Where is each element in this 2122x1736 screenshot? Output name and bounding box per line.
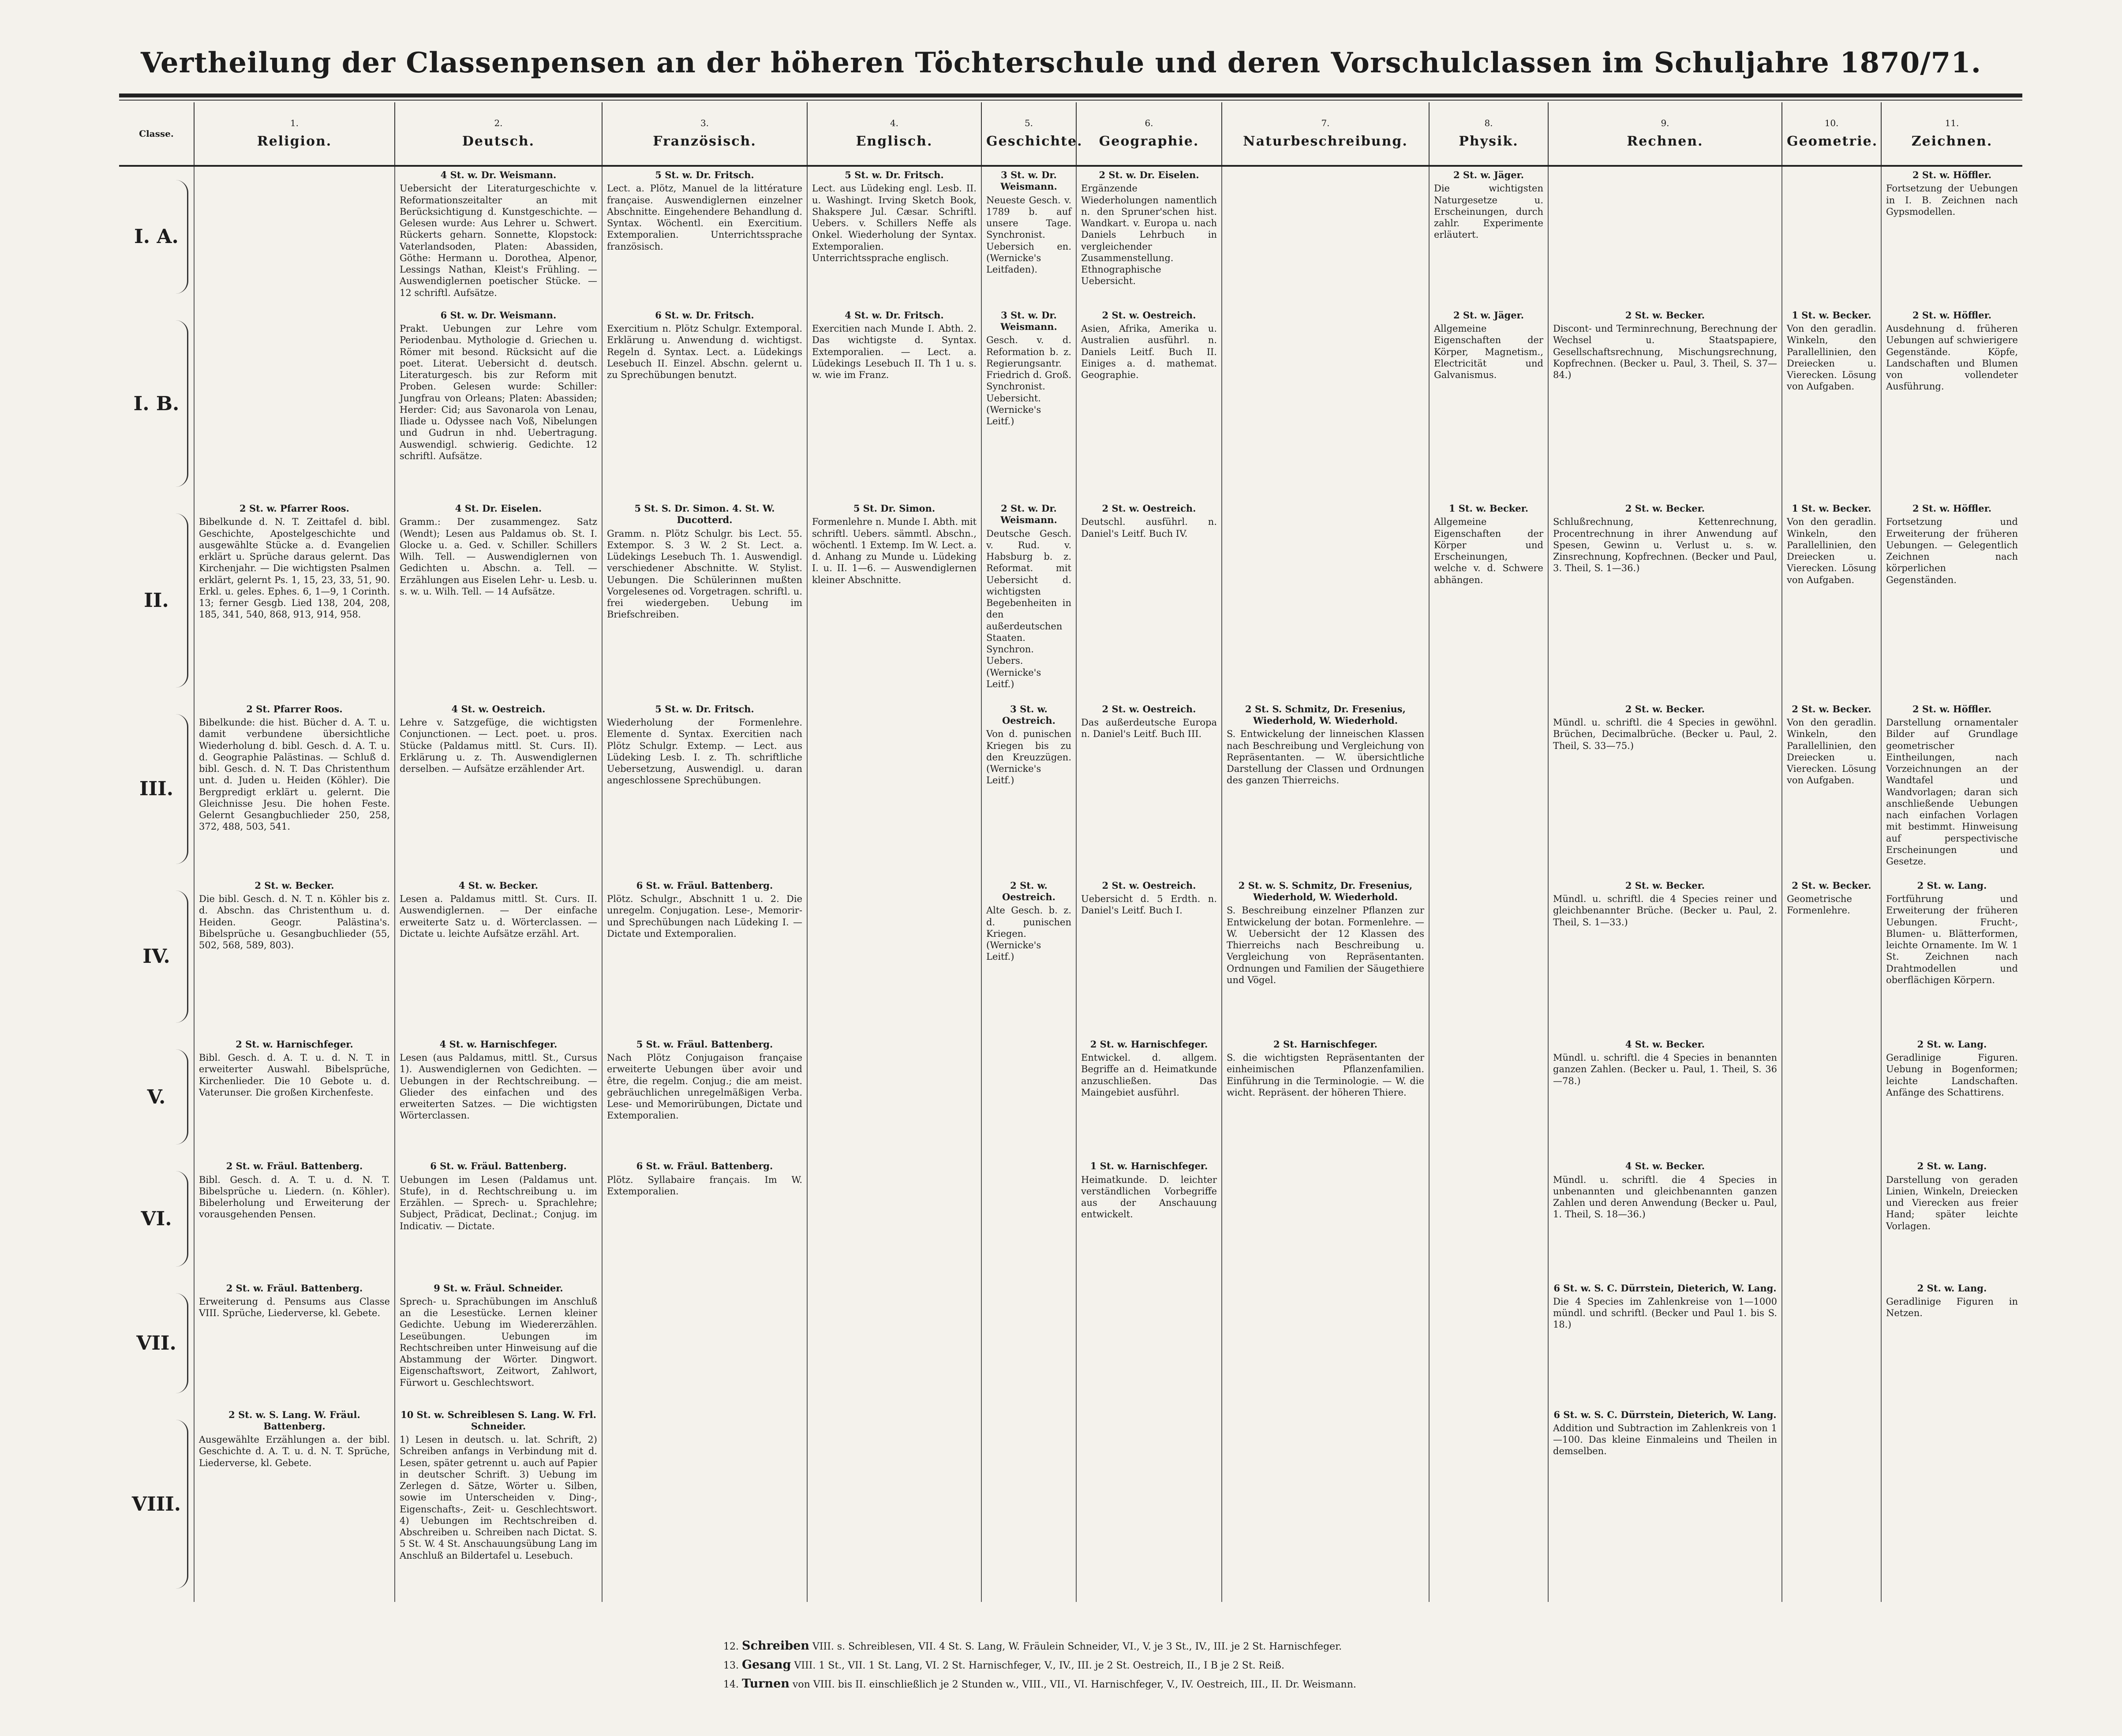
subject-cell — [1429, 166, 1548, 307]
curriculum-text: Von den geradlin. Winkeln, den Parallellinien, den Dreiecken u. Vierecken. Lösung von Aufgaben. — [1787, 717, 1876, 786]
subject-cell — [1782, 1407, 1881, 1602]
curriculum-text: S. Entwickelung der linneischen Klassen nach Beschreibung und Vergleichung von Repräsentanten. — W. übersichtliche Darstellung der Classen und Ordnungen des ganzen Thierreichs. — [1227, 729, 1424, 786]
curriculum-table — [119, 102, 2022, 1602]
class-label-text: V. — [147, 1085, 166, 1108]
subject-cell — [1222, 1158, 1429, 1280]
class-label-text: II. — [144, 589, 169, 612]
curriculum-text: Die wichtigsten Naturgesetze u. Erscheinungen, durch zahlr. Experimente erläutert. — [1434, 183, 1543, 240]
subject-cell — [981, 1036, 1076, 1158]
curriculum-text: Entwickel. d. allgem. Begriffe an d. Heimatkunde anzuschließen. Das Maingebiet ausführl. — [1081, 1052, 1217, 1098]
class-row — [119, 1407, 2022, 1602]
subject-cell — [807, 701, 981, 877]
teacher-hours: 2 St. Pfarrer Roos. — [246, 703, 343, 715]
subject-cell — [1881, 701, 2022, 877]
curriculum-text: S. die wichtigsten Repräsentanten der einheimischen Pflanzenfamilien. Einführung in die Terminologie. — W. die wicht. Repräsent. der höheren Thiere. — [1227, 1052, 1424, 1098]
teacher-hours: 4 St. w. Becker. — [458, 879, 539, 891]
brace-mark — [176, 1049, 188, 1145]
subject-cell — [1548, 1158, 1782, 1280]
page-title: Vertheilung der Classenpensen an der höheren Töchterschule und deren Vorschulclassen im Schuljahre 1870/71. — [141, 46, 1981, 79]
teacher-hours: 10 St. w. Schreiblesen S. Lang. W. Frl. Schneider. — [400, 1409, 596, 1432]
subject-cell — [1076, 1407, 1222, 1602]
class-row — [119, 701, 2022, 877]
subject-cell — [1548, 307, 1782, 500]
class-label — [119, 877, 194, 1036]
curriculum-text: Plötz. Syllabaire français. Im W. Extemporalien. — [607, 1174, 802, 1197]
teacher-hours: 5 St. w. Fräul. Battenberg. — [636, 1038, 773, 1050]
subject-cell — [1429, 307, 1548, 500]
curriculum-text: Ergänzende Wiederholungen namentlich n. den Spruner'schen hist. Wandkart. v. Europa u. nach Daniels Lehrbuch in vergleichender Zusammenstellung. Ethnographische Uebersicht. — [1081, 183, 1217, 287]
teacher-hours: 3 St. w. Dr. Weismann. — [1000, 309, 1057, 333]
curriculum-text: Das außerdeutsche Europa n. Daniel's Leitf. Buch III. — [1081, 717, 1217, 740]
curriculum-text: Prakt. Uebungen zur Lehre vom Periodenbau. Mythologie d. Griechen u. Römer mit besond. Rücksicht auf die poet. Literat. Uebersicht d. deutsch. Literaturgesch. bis zur Reform mit Proben. Gelesen wurde: Schiller: Jungfrau von Orleans; Platen: Abassiden; Herder: Cid; aus Savonarola von Lenau, Iliade u. Odyssee nach Voß, Nibelungen und Gudrun in nhd. Uebertragung. Auswendigl. schwierig. Gedichte. 12 schriftl. Aufsätze. — [400, 323, 597, 461]
teacher-hours: 2 St. S. Schmitz, Dr. Fresenius, Wiederhold, W. Wiederhold. — [1245, 703, 1406, 726]
teacher-hours: 2 St. w. Lang. — [1917, 1160, 1987, 1172]
teacher-hours: 9 St. w. Fräul. Schneider. — [434, 1282, 563, 1294]
subject-cell — [981, 701, 1076, 877]
teacher-hours: 5 St. S. Dr. Simon. 4. St. W. Ducotterd. — [634, 503, 775, 526]
teacher-hours: 2 St. w. Lang. — [1917, 1282, 1987, 1294]
subject-cell — [1076, 701, 1222, 877]
teacher-hours: 2 St. w. Oestreich. — [1002, 879, 1055, 903]
teacher-hours: 2 St. w. Fräul. Battenberg. — [226, 1160, 363, 1172]
subject-cell — [1782, 877, 1881, 1036]
subject-cell — [981, 1407, 1076, 1602]
teacher-hours: 4 St. Dr. Eiselen. — [455, 503, 542, 514]
brace-mark — [176, 320, 188, 487]
curriculum-text: Exercitien nach Munde I. Abth. 2. Das wichtigste d. Syntax. Extemporalien. — Lect. a. Lüdekings Lesebuch II. Th 1 u. s. w. wie im Franz. — [812, 323, 977, 381]
teacher-hours: 4 St. w. Harnischfeger. — [439, 1038, 558, 1050]
subject-cell — [395, 877, 602, 1036]
subject-cell — [194, 1036, 395, 1158]
curriculum-text: Von den geradlin. Winkeln, den Parallellinien, den Dreiecken u. Vierecken. Lösung von Aufgaben. — [1787, 516, 1876, 585]
teacher-hours: 6 St. w. Dr. Weismann. — [440, 309, 557, 321]
subject-cell — [602, 1036, 807, 1158]
curriculum-text: Mündl. u. schriftl. die 4 Species in unbenannten und gleichbenannten ganzen Zahlen und deren Anwendung (Becker u. Paul, 1. Theil, S. 18—36.) — [1553, 1174, 1777, 1220]
curriculum-text: Heimatkunde. D. leichter verständlichen Vorbegriffe aus der Anschauung entwickelt. — [1081, 1174, 1217, 1220]
curriculum-text: Die bibl. Gesch. d. N. T. n. Köhler bis z. d. Abschn. das Christenthum u. d. Heiden. Geogr. Palästina's. Bibelsprüche u. Gesangbuchlieder (55, 502, 568, 589, 803). — [199, 894, 390, 951]
footnote-line — [723, 1655, 1606, 1674]
subject-cell — [1429, 701, 1548, 877]
subject-cell — [1881, 877, 2022, 1036]
curriculum-text: Formenlehre n. Munde I. Abth. mit schriftl. Uebers. sämmtl. Abschn., wöchentl. 1 Extemp. Im W. Lect. a. d. Anhang zu Munde u. Lüdeking I. u. II. 1—6. — Auswendiglernen kleiner Abschnitte. — [812, 516, 977, 585]
subject-cell — [194, 307, 395, 500]
subject-cell — [1076, 1036, 1222, 1158]
curriculum-text: Lesen a. Paldamus mittl. St. Curs. II. Auswendiglernen. — Der einfache erweiterte Satz u. d. Wörterclassen. — Dictate u. leichte Aufsätze erzähl. Art. — [400, 894, 597, 939]
class-label — [119, 307, 194, 500]
footnote-text: von VIII. bis II. einschließlich je 2 Stunden w., VIII., VII., VI. Harnischfeger, V., IV. Oestreich, III., II. Dr. Weismann. — [792, 1679, 1356, 1691]
subject-cell — [1881, 1158, 2022, 1280]
footnote-num: 14. — [723, 1679, 739, 1691]
column-header-religion: 1. Religion. — [194, 102, 395, 166]
subject-cell — [1881, 1036, 2022, 1158]
subject-cell — [1782, 1158, 1881, 1280]
curriculum-text: Wiederholung der Formenlehre. Elemente d. Syntax. Exercitien nach Plötz Schulgr. Extemp. — Lect. aus Lüdeking Lesb. I. z. Th. schriftliche Uebersetzung, Auswendigl. u. daran angeschlossene Sprechübungen. — [607, 717, 802, 786]
teacher-hours: 2 St. w. Dr. Eiselen. — [1099, 169, 1199, 180]
curriculum-text: Bibelkunde: die hist. Bücher d. A. T. u. damit verbundene übersichtliche Wiederholung d. bibl. Gesch. d. A. T. u. d. Geographie Palästinas. — Schluß d. bibl. Gesch. d. N. T. Das Christenthum unt. d. Juden u. Heiden (Köhler). Die Bergpredigt erklärt u. gelernt. Die Gleichnisse Jesu. Die hohen Feste. Gelernt Gesangbuchlieder 250, 258, 372, 488, 503, 541. — [199, 717, 390, 832]
curriculum-text: Die 4 Species im Zahlenkreise von 1—1000 mündl. und schriftl. (Becker und Paul 1. bis S. 18.) — [1553, 1296, 1777, 1330]
class-label — [119, 1407, 194, 1602]
curriculum-text: Alte Gesch. b. z. d. punischen Kriegen. (Wernicke's Leitf.) — [986, 905, 1071, 962]
column-header-naturbeschreibung: 7. Naturbeschreibung. — [1222, 102, 1429, 166]
class-row — [119, 1036, 2022, 1158]
table-body — [119, 166, 2022, 1602]
subject-cell — [1881, 166, 2022, 307]
curriculum-text: Mündl. u. schriftl. die 4 Species in benannten ganzen Zahlen. (Becker u. Paul, 1. Theil, S. 36—78.) — [1553, 1052, 1777, 1086]
curriculum-text: Von den geradlin. Winkeln, den Parallellinien, den Dreiecken u. Vierecken. Lösung von Aufgaben. — [1787, 323, 1876, 392]
subject-cell — [602, 877, 807, 1036]
column-header-deutsch: 2. Deutsch. — [395, 102, 602, 166]
teacher-hours: 2 St. w. Lang. — [1917, 1038, 1987, 1050]
subject-cell — [981, 1280, 1076, 1407]
subject-cell — [1782, 1036, 1881, 1158]
column-header-zeichnen: 11. Zeichnen. — [1881, 102, 2022, 166]
footnote-key: Turnen — [742, 1677, 790, 1691]
curriculum-text: Uebersicht d. 5 Erdth. n. Daniel's Leitf. Buch I. — [1081, 894, 1217, 916]
curriculum-text: Allgemeine Eigenschaften der Körper und Erscheinungen, welche v. d. Schwere abhängen. — [1434, 516, 1543, 585]
subject-cell — [1881, 307, 2022, 500]
subject-cell — [1076, 877, 1222, 1036]
teacher-hours: 2 St. w. Becker. — [1792, 879, 1871, 891]
subject-cell — [807, 500, 981, 701]
curriculum-text: Geradlinige Figuren in Netzen. — [1886, 1296, 2018, 1319]
class-row — [119, 1158, 2022, 1280]
subject-cell — [395, 1158, 602, 1280]
header-rule-thick — [119, 94, 2022, 97]
footnotes — [723, 1636, 1606, 1694]
column-header-englisch: 4. Englisch. — [807, 102, 981, 166]
subject-cell — [1782, 1280, 1881, 1407]
teacher-hours: 2 St. w. Pfarrer Roos. — [240, 503, 349, 514]
teacher-hours: 2 St. w. Oestreich. — [1102, 503, 1196, 514]
column-header-franzoesisch: 3. Französisch. — [602, 102, 807, 166]
teacher-hours: 2 St. w. Höffler. — [1912, 503, 1992, 514]
subject-cell — [807, 166, 981, 307]
curriculum-text: Schlußrechnung, Kettenrechnung, Procentrechnung in ihrer Anwendung auf Spesen, Gewinn u. Verlust u. s. w. Zinsrechnung, Kopfrechnen. (Becker und Paul, 3. Theil, S. 1—36.) — [1553, 516, 1777, 574]
subject-cell — [1548, 701, 1782, 877]
teacher-hours: 4 St. w. Oestreich. — [451, 703, 546, 715]
class-label-text: IV. — [142, 945, 170, 968]
subject-cell — [194, 500, 395, 701]
class-label — [119, 500, 194, 701]
subject-cell — [1076, 307, 1222, 500]
curriculum-text: Gesch. v. d. Reformation b. z. Regierungsantr. Friedrich d. Groß. Synchronist. Uebersicht. (Wernicke's Leitf.) — [986, 335, 1071, 427]
footnote-text: VIII. s. Schreiblesen, VII. 4 St. S. Lang, W. Fräulein Schneider, VI., V. je 3 St., IV., III. je 2 St. Harnischfeger. — [812, 1641, 1342, 1652]
brace-mark — [176, 513, 188, 688]
teacher-hours: 2 St. w. S. Lang. W. Fräul. Battenberg. — [228, 1409, 360, 1432]
column-header-rechnen: 9. Rechnen. — [1548, 102, 1782, 166]
column-header-geographie: 6. Geographie. — [1076, 102, 1222, 166]
class-label-text: VI. — [141, 1208, 172, 1231]
subject-cell — [602, 500, 807, 701]
subject-cell — [602, 307, 807, 500]
subject-cell — [807, 1280, 981, 1407]
teacher-hours: 3 St. w. Oestreich. — [1002, 703, 1055, 726]
class-row — [119, 166, 2022, 307]
teacher-hours: 2 St. w. Höffler. — [1912, 703, 1992, 715]
footnote-line — [723, 1636, 1606, 1655]
class-label-text: VII. — [136, 1332, 176, 1354]
brace-mark — [176, 714, 188, 864]
curriculum-text: Ausdehnung d. früheren Uebungen auf schwierigere Gegenstände. Köpfe, Landschaften und Blumen von vollendeter Ausführung. — [1886, 323, 2018, 392]
subject-cell — [807, 877, 981, 1036]
class-row — [119, 500, 2022, 701]
brace-mark — [176, 1171, 188, 1266]
subject-cell — [1782, 701, 1881, 877]
teacher-hours: 6 St. w. S. C. Dürrstein, Dieterich, W. Lang. — [1553, 1282, 1777, 1294]
teacher-hours: 1 St. w. Becker. — [1792, 503, 1871, 514]
brace-mark — [176, 890, 188, 1023]
teacher-hours: 2 St. w. Becker. — [254, 879, 334, 891]
curriculum-text: Gramm. n. Plötz Schulgr. bis Lect. 55. Extempor. S. 3 W. 2 St. Lect. a. Lüdekings Lesebuch Th. 1. Auswendigl. verschiedener Abschnitte. W. Stylist. Uebungen. Die Schülerinnen mußten Vorgelesenes od. Vorgetragen. schriftl. u. frei wiedergeben. Uebung im Briefschreiben. — [607, 528, 802, 620]
teacher-hours: 2 St. Harnischfeger. — [1273, 1038, 1377, 1050]
subject-cell — [1222, 877, 1429, 1036]
curriculum-text: Fortführung und Erweiterung der früheren Uebungen. Frucht-, Blumen- u. Blätterformen, leichte Ornamente. Im W. 1 St. Zeichnen nach Drahtmodellen und oberflächigen Körpern. — [1886, 894, 2018, 985]
curriculum-text: Geometrische Formenlehre. — [1787, 894, 1852, 916]
teacher-hours: 5 St. w. Dr. Fritsch. — [655, 169, 754, 180]
subject-cell — [1881, 1407, 2022, 1602]
subject-cell — [395, 1036, 602, 1158]
teacher-hours: 2 St. w. Jäger. — [1453, 309, 1524, 321]
footnote-key: Schreiben — [742, 1639, 809, 1653]
curriculum-text: Addition und Subtraction im Zahlenkreis von 1—100. Das kleine Einmaleins und Theilen in demselben. — [1553, 1422, 1777, 1457]
subject-cell — [807, 1407, 981, 1602]
teacher-hours: 4 St. w. Dr. Weismann. — [440, 169, 557, 180]
teacher-hours: 2 St. w. Dr. Weismann. — [1000, 503, 1057, 526]
footnote-text: VIII. 1 St., VII. 1 St. Lang, VI. 2 St. Harnischfeger, V., IV., III. je 2 St. Oestreich, II., I B je 2 St. Reiß. — [794, 1660, 1284, 1672]
curriculum-text: Ausgewählte Erzählungen a. der bibl. Geschichte d. A. T. u. d. N. T. Sprüche, Liederverse, kl. Gebete. — [199, 1434, 390, 1468]
curriculum-text: Exercitium n. Plötz Schulgr. Extemporal. Erklärung u. Anwendung d. wichtigst. Regeln d. Syntax. Lect. a. Lüdekings Lesebuch II. Einzel. Abschn. gelernt u. zu Sprechübungen benutzt. — [607, 323, 802, 381]
footnote-num: 12. — [723, 1641, 739, 1652]
subject-cell — [194, 701, 395, 877]
teacher-hours: 2 St. w. Höffler. — [1912, 169, 1992, 180]
subject-cell — [981, 166, 1076, 307]
teacher-hours: 2 St. w. Oestreich. — [1102, 703, 1196, 715]
subject-cell — [981, 307, 1076, 500]
subject-cell — [1222, 1280, 1429, 1407]
teacher-hours: 4 St. w. Dr. Fritsch. — [845, 309, 944, 321]
subject-cell — [602, 701, 807, 877]
subject-cell — [1429, 1158, 1548, 1280]
curriculum-text: Bibl. Gesch. d. A. T. u. d. N. T. in erweiterter Auswahl. Bibelsprüche, Kirchenlieder. Die 10 Gebote u. d. Vaterunser. Die großen Kirchenfeste. — [199, 1052, 390, 1098]
subject-cell — [395, 1280, 602, 1407]
column-header-physik: 8. Physik. — [1429, 102, 1548, 166]
curriculum-text: Fortsetzung der Uebungen in I. B. Zeichnen nach Gypsmodellen. — [1886, 183, 2018, 217]
subject-cell — [1782, 166, 1881, 307]
footnote-num: 13. — [723, 1660, 739, 1672]
subject-cell — [602, 1158, 807, 1280]
subject-cell — [395, 500, 602, 701]
subject-cell — [395, 1407, 602, 1602]
header-row — [119, 102, 2022, 166]
teacher-hours: 2 St. w. Höffler. — [1912, 309, 1992, 321]
teacher-hours: 6 St. w. Dr. Fritsch. — [655, 309, 754, 321]
subject-cell — [1076, 500, 1222, 701]
teacher-hours: 2 St. w. Harnischfeger. — [236, 1038, 353, 1050]
teacher-hours: 3 St. w. Dr. Weismann. — [1000, 169, 1057, 192]
curriculum-text: Asien, Afrika, Amerika u. Australien ausführl. n. Daniels Leitf. Buch II. Einiges a. d. mathemat. Geographie. — [1081, 323, 1217, 381]
subject-cell — [1782, 307, 1881, 500]
subject-cell — [602, 1280, 807, 1407]
curriculum-text: Lect. a. Plötz, Manuel de la littérature française. Auswendiglernen einzelner Abschnitte. Eingehendere Behandlung d. Syntax. Wöchentl. ein Exercitium. Extemporalien. Unterrichtssprache französisch. — [607, 183, 802, 252]
curriculum-text: 1) Lesen in deutsch. u. lat. Schrift, 2) Schreiben anfangs in Verbindung mit d. Lesen, später getrennt u. auch auf Papier in deutscher Schrift. 3) Uebung im Zerlegen d. Sätze, Wörter u. Silben, sowie im Unterscheiden v. Ding-, Eigenschafts-, Zeit- u. Geschlechtswort. 4) Uebungen im Rechtschreiben d. Abschreiben u. Schreiben nach Dictat. S. 5 St. W. 4 St. Anschauungsübung Lang im Anschluß an Bildertafel u. Lesebuch. — [400, 1434, 597, 1561]
teacher-hours: 6 St. w. Fräul. Battenberg. — [636, 879, 773, 891]
subject-cell — [1429, 1280, 1548, 1407]
class-row — [119, 307, 2022, 500]
subject-cell — [1429, 1036, 1548, 1158]
curriculum-text: Uebersicht der Literaturgeschichte v. Reformationszeitalter an mit Berücksichtigung d. Kunstgeschichte. — Gelesen wurde: Aus Lehrer u. Schwert. Rückerts geharn. Sonnette, Klopstock: Vaterlandsoden, Platen: Abassiden, Göthe: Hermann u. Dorothea, Alpenor, Lessings Nathan, Kleist's Frühling. — Auswendiglernen poetischer Stücke. — 12 schriftl. Aufsätze. — [400, 183, 597, 298]
column-header-geschichte: 5. Geschichte. — [981, 102, 1076, 166]
teacher-hours: 6 St. w. Fräul. Battenberg. — [430, 1160, 567, 1172]
subject-cell — [1548, 877, 1782, 1036]
subject-cell — [1222, 166, 1429, 307]
brace-mark — [176, 180, 188, 294]
subject-cell — [1222, 701, 1429, 877]
subject-cell — [1222, 1407, 1429, 1602]
class-label-text: VIII. — [131, 1493, 181, 1515]
curriculum-text: Fortsetzung und Erweiterung der früheren Uebungen. — Gelegentlich Zeichnen nach körperlichen Gegenständen. — [1886, 516, 2018, 585]
curriculum-text: Bibelkunde d. N. T. Zeittafel d. bibl. Geschichte, Apostelgeschichte und ausgewählte Stücke a. d. Evangelien erklärt u. Sprüche daraus gelernt. Das Kirchenjahr. — Die wichtigsten Psalmen erklärt, gelernt Ps. 1, 15, 23, 33, 51, 90. Erkl. u. geles. Ephes. 6, 1—9, 1 Corinth. 13; ferner Gesgb. Lied 138, 204, 208, 185, 341, 540, 868, 913, 914, 958. — [199, 516, 390, 620]
curriculum-text: Nach Plötz Conjugaison française erweiterte Uebungen über avoir und être, die regelm. Conjug.; die am meist. gebräuchlichen unregelmäßigen Verba. Lese- und Memorirübungen, Dictate und Extemporalien. — [607, 1052, 802, 1121]
curriculum-text: Mündl. u. schriftl. die 4 Species reiner und gleichbenannter Brüche. (Becker u. Paul, 2. Theil, S. 1—33.) — [1553, 894, 1777, 928]
curriculum-text: Erweiterung d. Pensums aus Classe VIII. Sprüche, Liederverse, kl. Gebete. — [199, 1296, 390, 1319]
teacher-hours: 5 St. w. Dr. Fritsch. — [845, 169, 944, 180]
class-label-text: I. B. — [133, 392, 180, 415]
subject-cell — [1782, 500, 1881, 701]
column-header-classe: Classe. — [119, 102, 194, 166]
curriculum-text: S. Beschreibung einzelner Pflanzen zur Entwickelung der botan. Formenlehre. — W. Uebersicht der 12 Klassen des Thierreichs nach Beschreibung u. Vergleichung von Repräsentanten. Ordnungen und Familien der Säugethiere und Vögel. — [1227, 905, 1424, 985]
class-row — [119, 877, 2022, 1036]
class-label — [119, 1036, 194, 1158]
subject-cell — [395, 166, 602, 307]
curriculum-text: Darstellung ornamentaler Bilder auf Grundlage geometrischer Eintheilungen, nach Vorzeichnungen an der Wandtafel und Wandvorlagen; daran sich anschließende Uebungen nach einfachen Vorlagen mit bestimmt. Hinweisung auf perspectivische Erscheinungen und Gesetze. — [1886, 717, 2018, 867]
subject-cell — [1429, 500, 1548, 701]
subject-cell — [1548, 1407, 1782, 1602]
teacher-hours: 2 St. w. Lang. — [1917, 879, 1987, 891]
subject-cell — [981, 877, 1076, 1036]
subject-cell — [807, 1158, 981, 1280]
curriculum-text: Lect. aus Lüdeking engl. Lesb. II. u. Washingt. Irving Sketch Book, Shakspere Jul. Cæsar. Schriftl. Uebers. v. Schillers Neffe als Onkel. Wiederholung der Syntax. Extemporalien. Unterrichtssprache englisch. — [812, 183, 977, 263]
subject-cell — [1076, 1158, 1222, 1280]
subject-cell — [395, 307, 602, 500]
teacher-hours: 6 St. w. S. C. Dürrstein, Dieterich, W. Lang. — [1553, 1409, 1777, 1420]
subject-cell — [1548, 166, 1782, 307]
subject-cell — [1429, 877, 1548, 1036]
subject-cell — [1429, 1407, 1548, 1602]
curriculum-text: Uebungen im Lesen (Paldamus unt. Stufe), in d. Rechtschreibung u. im Erzählen. — Sprech- u. Sprachlehre; Subject, Prädicat, Declinat.; Conjug. im Indicativ. — Dictate. — [400, 1174, 597, 1231]
subject-cell — [981, 500, 1076, 701]
class-label — [119, 701, 194, 877]
teacher-hours: 4 St. w. Becker. — [1625, 1038, 1705, 1050]
teacher-hours: 2 St. w. Becker. — [1625, 703, 1705, 715]
teacher-hours: 2 St. w. Oestreich. — [1102, 309, 1196, 321]
footnote-key: Gesang — [742, 1658, 791, 1672]
teacher-hours: 2 St. w. Harnischfeger. — [1090, 1038, 1208, 1050]
subject-cell — [194, 1407, 395, 1602]
curriculum-text: Lesen (aus Paldamus, mittl. St., Cursus 1). Auswendiglernen von Gedichten. — Uebungen in der Rechtschreibung. — Glieder des einfachen und des erweiterten Satzes. — Die wichtigsten Wörterclassen. — [400, 1052, 597, 1121]
subject-cell — [1076, 166, 1222, 307]
teacher-hours: 2 St. w. S. Schmitz, Dr. Fresenius, Wiederhold, W. Wiederhold. — [1238, 879, 1413, 903]
subject-cell — [1881, 500, 2022, 701]
teacher-hours: 2 St. w. Jäger. — [1453, 169, 1524, 180]
teacher-hours: 2 St. w. Becker. — [1625, 503, 1705, 514]
subject-cell — [1076, 1280, 1222, 1407]
subject-cell — [1222, 1036, 1429, 1158]
subject-cell — [1222, 307, 1429, 500]
subject-cell — [807, 1036, 981, 1158]
curriculum-text: Deutschl. ausführl. n. Daniel's Leitf. Buch IV. — [1081, 516, 1217, 539]
curriculum-text: Gramm.: Der zusammengez. Satz (Wendt); Lesen aus Paldamus ob. St. I. Glocke u. a. Ged. v. Schiller. Schillers Wilh. Tell. — Auswendiglernen von Gedichten u. Abschn. a. Tell. — Erzählungen aus Eiselen Lehr- u. Lesb. u. s. w. u. Wilh. Tell. — 14 Aufsätze. — [400, 516, 597, 597]
brace-mark — [176, 1420, 188, 1589]
curriculum-text: Allgemeine Eigenschaften der Körper, Magnetism., Electricität und Galvanismus. — [1434, 323, 1543, 381]
teacher-hours: 2 St. w. Becker. — [1792, 703, 1871, 715]
subject-cell — [194, 877, 395, 1036]
subject-cell — [395, 701, 602, 877]
curriculum-text: Lehre v. Satzgefüge, die wichtigsten Conjunctionen. — Lect. poet. u. pros. Stücke (Paldamus mittl. St. Curs. II). Erklärung u. z. Th. Auswendiglernen derselben. — Aufsätze erzählender Art. — [400, 717, 597, 774]
curriculum-text: Bibl. Gesch. d. A. T. u. d. N. T. Bibelsprüche u. Liedern. (n. Köhler). Bibelerholung und Erweiterung der vorausgehenden Pensen. — [199, 1174, 390, 1220]
teacher-hours: 1 St. w. Becker. — [1448, 503, 1529, 514]
subject-cell — [1222, 500, 1429, 701]
class-label — [119, 1280, 194, 1407]
teacher-hours: 4 St. w. Becker. — [1625, 1160, 1705, 1172]
subject-cell — [1548, 1036, 1782, 1158]
subject-cell — [981, 1158, 1076, 1280]
class-row — [119, 1280, 2022, 1407]
class-label-text: III. — [139, 778, 174, 801]
teacher-hours: 1 St. w. Becker. — [1792, 309, 1871, 321]
brace-mark — [176, 1293, 188, 1393]
teacher-hours: 2 St. w. Fräul. Battenberg. — [226, 1282, 363, 1294]
header-rule-thin — [119, 100, 2022, 101]
subject-cell — [194, 1158, 395, 1280]
class-label-text: I. A. — [134, 225, 179, 248]
footnote-line — [723, 1674, 1606, 1693]
teacher-hours: 6 St. w. Fräul. Battenberg. — [636, 1160, 773, 1172]
teacher-hours: 5 St. w. Dr. Fritsch. — [655, 703, 754, 715]
curriculum-text: Neueste Gesch. v. 1789 b. auf unsere Tage. Synchronist. Uebersich en. (Wernicke's Leitfaden). — [986, 195, 1071, 275]
subject-cell — [602, 1407, 807, 1602]
teacher-hours: 2 St. w. Oestreich. — [1102, 879, 1196, 891]
curriculum-text: Geradlinige Figuren. Uebung in Bogenformen; leichte Landschaften. Anfänge des Schattirens. — [1886, 1052, 2018, 1098]
teacher-hours: 5 St. Dr. Simon. — [853, 503, 936, 514]
teacher-hours: 2 St. w. Becker. — [1625, 309, 1705, 321]
class-label — [119, 1158, 194, 1280]
subject-cell — [602, 166, 807, 307]
curriculum-text: Sprech- u. Sprachübungen im Anschluß an die Lesestücke. Lernen kleiner Gedichte. Uebung im Wiedererzählen. Leseübungen. Uebungen im Rechtschreiben unter Hinweisung auf die Abstammung der Wörter. Dingwort. Eigenschaftswort, Zeitwort, Zahlwort, Fürwort u. Geschlechtswort. — [400, 1296, 597, 1388]
subject-cell — [1548, 500, 1782, 701]
teacher-hours: 2 St. w. Becker. — [1625, 879, 1705, 891]
column-header-geometrie: 10. Geometrie. — [1782, 102, 1881, 166]
subject-cell — [807, 307, 981, 500]
curriculum-text: Darstellung von geraden Linien, Winkeln, Dreiecken und Vierecken aus freier Hand; später leichte Vorlagen. — [1886, 1174, 2018, 1231]
curriculum-text: Plötz. Schulgr., Abschnitt 1 u. 2. Die unregelm. Conjugation. Lese-, Memorir- und Sprechübungen nach Lüdeking I. — Dictate und Extemporalien. — [607, 894, 802, 939]
subject-cell — [194, 166, 395, 307]
curriculum-text: Deutsche Gesch. v. Rud. v. Habsburg b. z. Reformat. mit Uebersicht d. wichtigsten Begebenheiten in den außerdeutschen Staaten. Synchron. Uebers. (Wernicke's Leitf.) — [986, 528, 1071, 689]
curriculum-text: Mündl. u. schriftl. die 4 Species in gewöhnl. Brüchen, Decimalbrüche. (Becker u. Paul, 2. Theil, S. 33—75.) — [1553, 717, 1777, 751]
teacher-hours: 1 St. w. Harnischfeger. — [1090, 1160, 1208, 1172]
subject-cell — [194, 1280, 395, 1407]
curriculum-text: Discont- und Terminrechnung, Berechnung der Wechsel u. Staatspapiere, Gesellschaftsrechnung, Mischungsrechnung, Kopfrechnen. (Becker u. Paul, 3. Theil, S. 37—84.) — [1553, 323, 1777, 381]
class-label — [119, 166, 194, 307]
curriculum-text: Von d. punischen Kriegen bis zu den Kreuzzügen. (Wernicke's Leitf.) — [986, 729, 1071, 786]
subject-cell — [1881, 1280, 2022, 1407]
subject-cell — [1548, 1280, 1782, 1407]
